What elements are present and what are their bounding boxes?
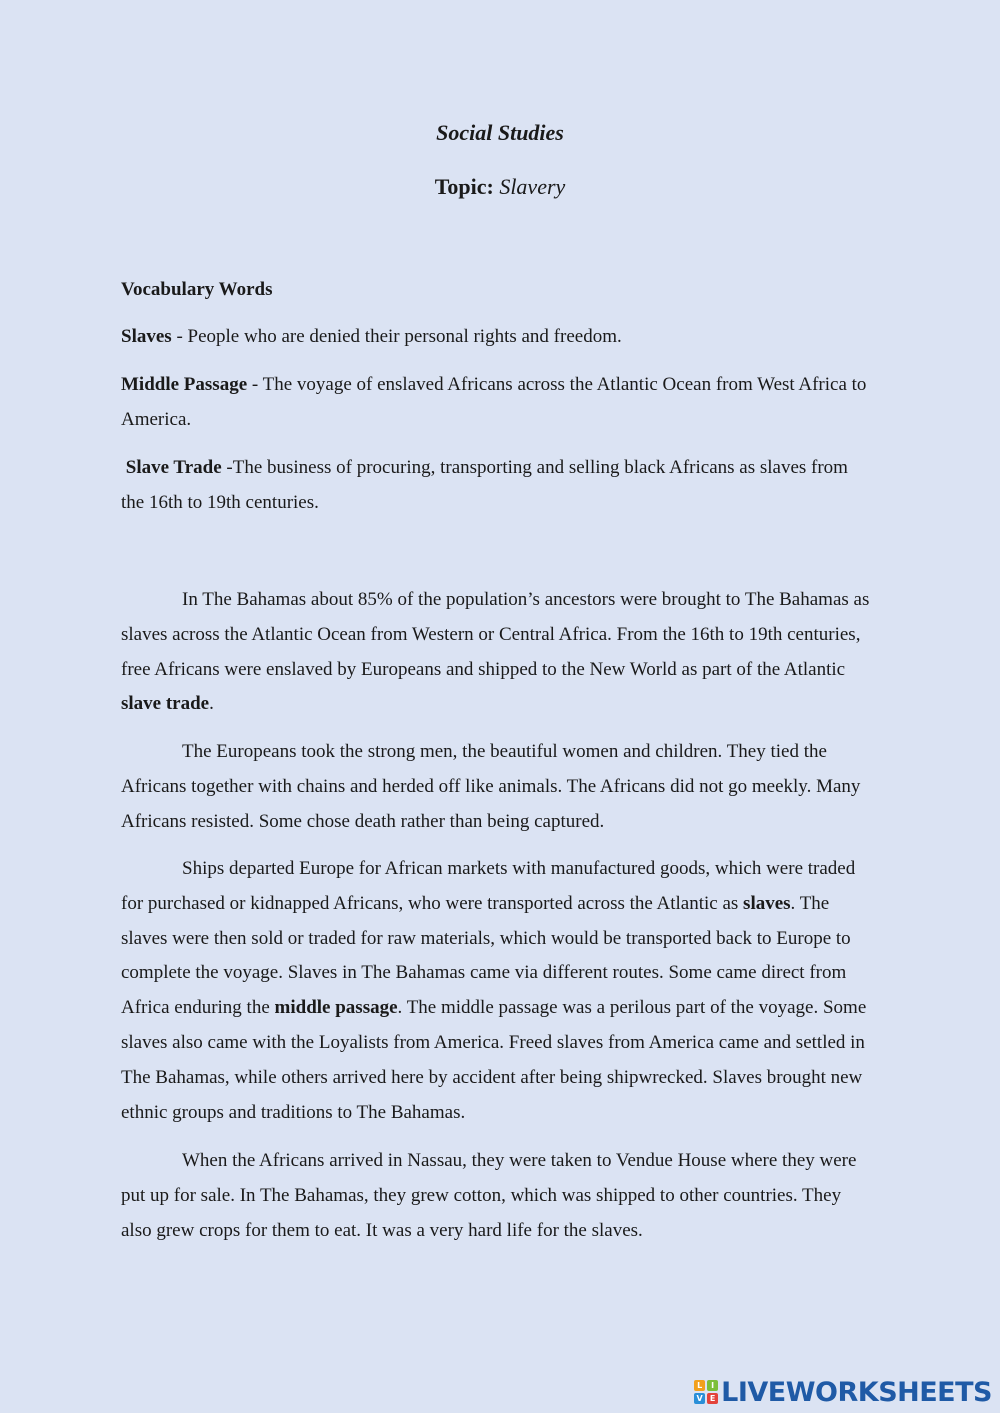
vocab-definition: - The voyage of enslaved Africans across the Atlantic Ocean from West Africa to America.	[121, 374, 867, 430]
paragraph-3	[121, 852, 873, 1130]
topic-value: Slavery	[499, 174, 566, 199]
paragraph-1	[121, 583, 873, 722]
vocab-item-slave-trade	[121, 451, 873, 521]
logo-block: L	[694, 1380, 705, 1391]
brand-name: LIVEWORKSHEETS	[721, 1376, 992, 1408]
keyword-slave-trade: slave trade	[121, 693, 210, 715]
vocab-definition: -The business of procuring, transporting and selling black Africans as slaves from the 16th to 19th centuries.	[121, 457, 848, 513]
vocab-term: Slave Trade	[125, 457, 222, 478]
topic-label: Topic:	[434, 174, 494, 199]
paragraph-text: . The middle passage was a perilous part of the voyage. Some slaves also came with the Loyalists from America. Freed slaves from America came and settled in The Bahamas, while others arrived here by accident after being shipwrecked. Slaves brought new ethnic groups and traditions to The Bahamas.	[121, 997, 867, 1123]
page-title: Social Studies	[436, 120, 564, 145]
topic-line	[0, 174, 1000, 200]
vocab-term: Slaves	[121, 326, 172, 347]
vocab-item-slaves	[121, 320, 873, 355]
liveworksheets-logo[interactable]	[694, 1375, 992, 1409]
logo-block: I	[707, 1380, 718, 1391]
paragraph-text: .	[209, 693, 214, 715]
paragraph-text: In The Bahamas about 85% of the population’s ancestors were brought to The Bahamas as slaves across the Atlantic Ocean from Western or Central Africa. From the 16th to 19th centuries, free Africans were enslaved by Europeans and shipped to the New World as part of the Atlantic	[121, 589, 870, 680]
paragraph-2	[121, 735, 873, 839]
keyword-slaves: slaves	[743, 892, 791, 914]
logo-block: V	[694, 1393, 705, 1404]
vocab-item-middle-passage	[121, 368, 873, 438]
paragraph-text: The Europeans took the strong men, the beautiful women and children. They tied the Africans together with chains and herded off like animals. The Africans did not go meekly. Many Africans resisted. Some chose death rather than being captured.	[121, 741, 861, 832]
paragraph-text: When the Africans arrived in Nassau, they were taken to Vendue House where they were put up for sale. In The Bahamas, they grew cotton, which was shipped to other countries. They also grew crops for them to eat. It was a very hard life for the slaves.	[121, 1150, 857, 1241]
vocabulary-heading: Vocabulary Words	[121, 279, 273, 300]
paragraph-text: . The slaves were then sold or traded for raw materials, which would be transported back to Europe to complete the voyage. Slaves in The Bahamas came via different routes. Some came direct from Africa enduring the	[121, 892, 851, 1019]
paragraph-4	[121, 1144, 873, 1248]
vocab-term: Middle Passage	[121, 374, 248, 395]
logo-block: E	[707, 1393, 718, 1404]
vocab-definition: - People who are denied their personal rights and freedom.	[171, 326, 622, 347]
keyword-middle-passage: middle passage	[274, 997, 398, 1019]
live-blocks-icon	[694, 1380, 718, 1404]
paragraph-text: Ships departed Europe for African markets with manufactured goods, which were traded for purchased or kidnapped Africans, who were transported across the Atlantic as	[121, 858, 856, 914]
